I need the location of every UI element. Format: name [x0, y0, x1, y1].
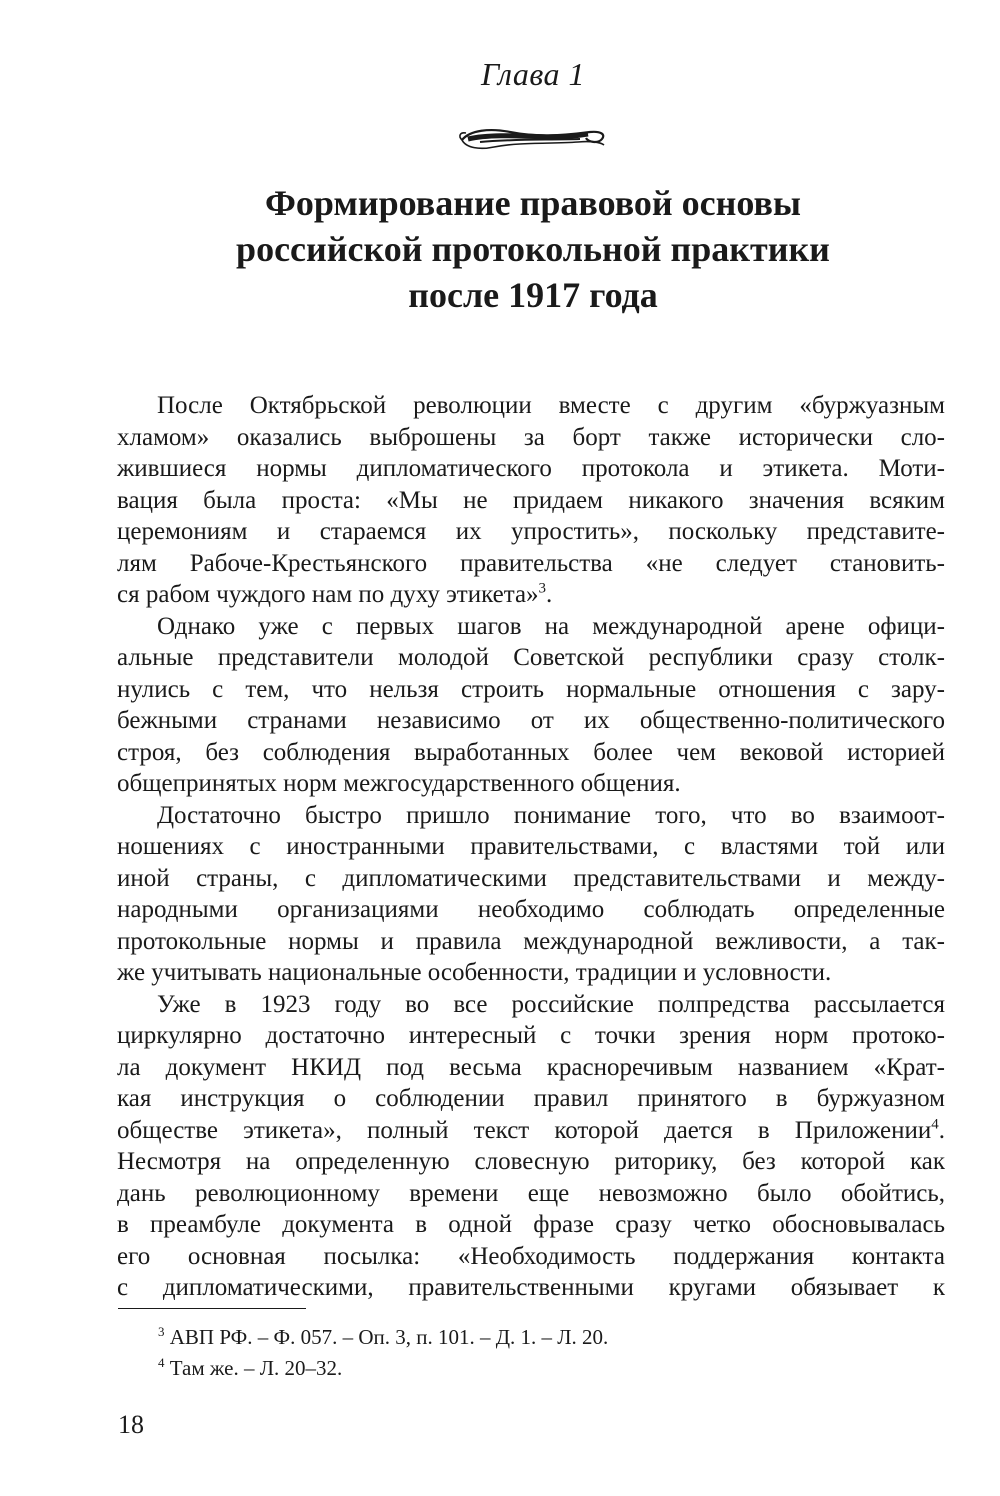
text-fragment: . — [546, 581, 553, 608]
body-text — [117, 390, 945, 1304]
text-fragment: обществе этикета», полный текст которой дается в Приложении — [117, 1116, 932, 1144]
text-line: Несмотря на определенную словесную риторику, без которой как — [117, 1148, 945, 1175]
footnote-number: 3 — [158, 1324, 165, 1339]
paragraph — [117, 989, 945, 1304]
text-line: кая инструкция о соблюдении правил принятого в буржуазном — [117, 1085, 945, 1112]
footnote-number: 4 — [158, 1355, 165, 1370]
chapter-title — [0, 180, 1000, 318]
text-line: Уже в 1923 году во все российские полпредства рассылается — [157, 990, 945, 1018]
text-fragment: . — [938, 1116, 945, 1144]
paragraph — [117, 611, 945, 800]
text-line: нулись с тем, что нельзя строить нормальные отношения с зару- — [117, 675, 945, 703]
text-line: народными организациями необходимо соблюдать определенные — [117, 896, 945, 923]
text-line — [117, 1115, 945, 1147]
text-line: же учитывать национальные особенности, традиции и условности. — [117, 959, 832, 986]
text-line: После Октябрьской революции вместе с другим «буржуазным — [157, 392, 945, 419]
text-line: общепринятых норм межгосударственного общения. — [117, 770, 681, 797]
text-fragment: ся рабом чуждого нам по духу этикета» — [117, 581, 539, 608]
text-line: его основная посылка: «Необходимость поддержания контакта — [117, 1242, 945, 1270]
paragraph — [117, 390, 945, 611]
text-line: альные представители молодой Советской республики сразу столк- — [117, 644, 945, 671]
text-line: ношениях с иностранными правительствами, с властями той или — [117, 833, 945, 860]
footnotes — [158, 1322, 608, 1384]
footnote-text: АВП РФ. – Ф. 057. – Оп. 3, п. 101. – Д. 1. – Л. 20. — [169, 1325, 609, 1349]
footnote — [158, 1353, 608, 1384]
text-line: с дипломатическими, правительственными кругами обязывает к — [117, 1274, 945, 1301]
text-line: хламом» оказались выброшены за борт также исторически сло- — [117, 423, 945, 451]
text-line: в преамбуле документа в одной фразе сразу четко обосновывалась — [117, 1211, 945, 1238]
text-line: бежными странами независимо от их общественно-политического — [117, 707, 945, 734]
flourish-ornament-icon — [450, 120, 610, 160]
text-line: ла документ НКИД под весьма красноречивым названием «Крат- — [117, 1053, 945, 1081]
chapter-label: Глава 1 — [480, 56, 585, 92]
text-line: вация была проста: «Мы не придаем никакого значения всяким — [117, 486, 945, 514]
footnote-text: Там же. – Л. 20–32. — [169, 1356, 343, 1380]
text-line: строя, без соблюдения выработанных более чем вековой историей — [117, 738, 945, 766]
text-line: Однако уже с первых шагов на международной арене офици- — [157, 612, 945, 640]
footnote — [158, 1322, 608, 1353]
paragraph — [117, 800, 945, 989]
text-line: дань революционному времени еще невозможно было обойтись, — [117, 1179, 945, 1207]
text-line: церемониям и стараемся их упростить», поскольку представите- — [117, 518, 945, 545]
page-number: 18 — [118, 1410, 144, 1439]
chapter-title-line: Формирование правовой основы — [264, 183, 802, 223]
footnote-divider — [118, 1308, 306, 1309]
chapter-title-line: российской протокольной практики — [236, 229, 830, 269]
footnote-ref: 4 — [931, 1116, 939, 1133]
text-line: протокольные нормы и правила международной вежливости, а так- — [117, 927, 945, 955]
text-line: иной страны, с дипломатическими представительствами и между- — [117, 864, 945, 892]
text-line: циркулярно достаточно интересный с точки зрения норм протоко- — [117, 1022, 945, 1049]
chapter-title-line: после 1917 года — [408, 275, 658, 315]
text-line: жившиеся нормы дипломатического протокола и этикета. Моти- — [117, 455, 945, 482]
text-line — [117, 579, 945, 611]
text-line: Достаточно быстро пришло понимание того, что во взаимоот- — [157, 801, 945, 829]
text-line: лям Рабоче-Крестьянского правительства «не следует становить- — [117, 549, 945, 577]
footnote-ref: 3 — [538, 580, 547, 597]
